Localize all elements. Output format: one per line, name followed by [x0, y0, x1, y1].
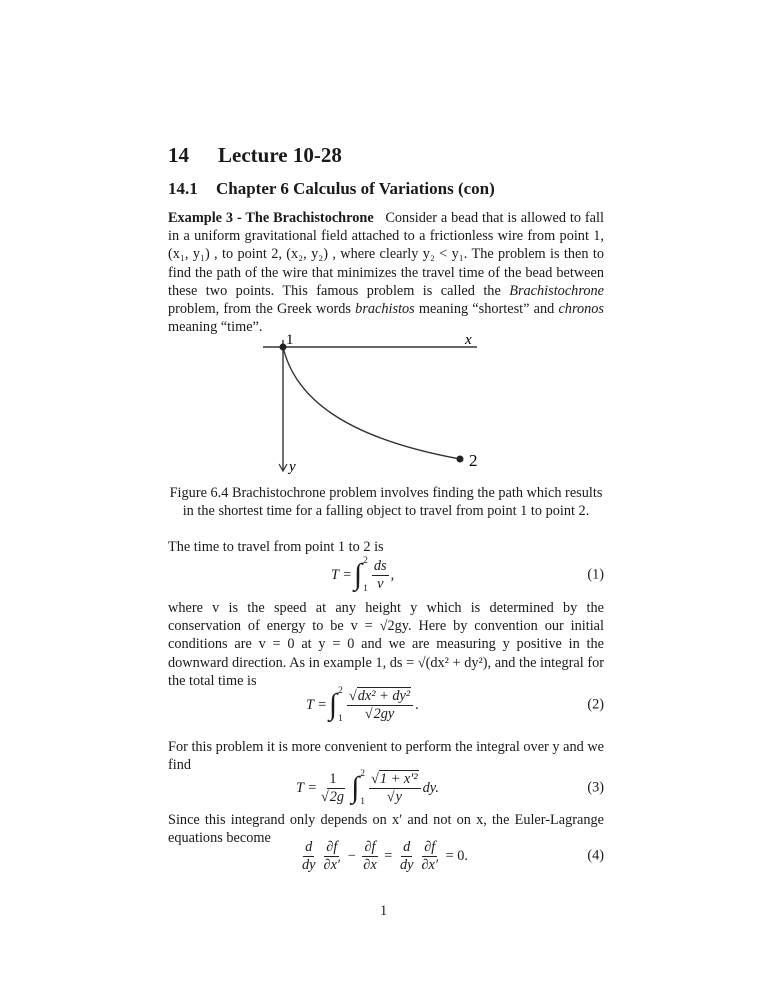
paragraph-integral-y: For this problem it is more convenient to perform the integral over y and we find [168, 739, 604, 774]
paragraph-time: The time to travel from point 1 to 2 is [168, 539, 384, 555]
x-axis-label: x [465, 332, 472, 348]
equation-1: T = ∫ 2 1 $\frac{ds}{v}$ , (1) [331, 556, 604, 594]
equation-2: T = ∫ 2 1 $\frac{\text{√dx² + dy²}}{√2gy}$ . (2) [306, 686, 604, 724]
page-number: 1 [380, 903, 388, 919]
y-axis-label: y [289, 459, 296, 475]
example-paragraph: Example 3 - The Brachistochrone Consider a bead that is allowed to fall in a uniform gravitational field attached to a frictionless wire from point 1, (x₁, y₁) , to point 2, (x₂, y₂) , where clearly y₂ < y₁. The problem is then to find the path of the wire that minimizes the travel time of the bead between these two points. This famous problem is called the Brachistochrone problem, from the Greek words brachistos meaning “shortest” and chronos meaning “time”. [168, 210, 604, 336]
paragraph-euler-lagrange: Since this integrand only depends on x′ and not on x, the Euler-Lagrange equations become [168, 812, 604, 847]
brachistochrone-curve [283, 347, 460, 459]
point-2-label: 2 [469, 451, 478, 470]
paragraph-speed: where v is the speed at any height y which is determined by the conservation of energy to be v = √2gy. Here by convention our initial conditions are v = 0 at y = 0 and we are measuring y positive in the downward direction. As in example 1, ds = √(dx² + dy²), and the integral for the total time is [168, 600, 604, 689]
equation-4: $\frac{d}{dy}$ $\frac{\partial f}{\partial x'}$ − $\frac{\partial f}{\partial x}$ = $\frac{d}{dy}$ $\frac{\partial f}{\partial x'}$ = 0. (4) [302, 838, 604, 873]
section-heading: 14 Lecture 10-28 [168, 143, 342, 167]
subsection-heading: 14.1 Chapter 6 Calculus of Variations (con) [168, 179, 495, 198]
equation-number: (3) [587, 779, 604, 796]
equation-number: (4) [587, 847, 604, 864]
equation-3: T = $\frac{1}{√2g}$ ∫ 2 1 $\frac{\text{√1 + x′²}}{√y}$ dy. (3) [296, 769, 604, 807]
figure-caption: Figure 6.4 Brachistochrone problem involves finding the path which results in the shortest time for a falling object to travel from point 1 to point 2. [169, 485, 603, 519]
brachistochrone-figure [255, 328, 505, 478]
point-2-marker [457, 456, 464, 463]
equation-number: (1) [587, 566, 604, 583]
equation-number: (2) [587, 696, 604, 713]
point-1-label: 1 [286, 332, 294, 348]
